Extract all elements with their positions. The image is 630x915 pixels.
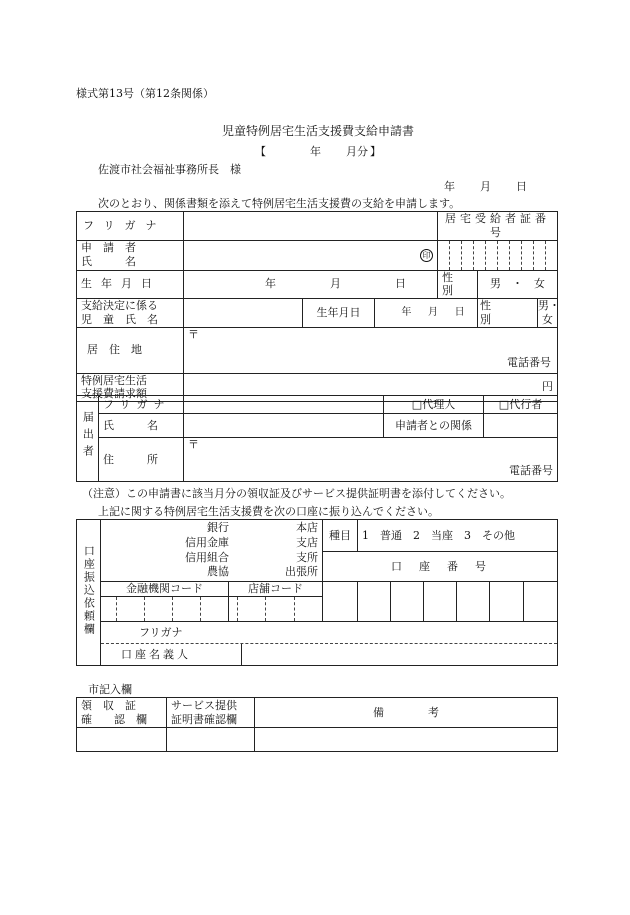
account-digit-1[interactable] xyxy=(323,582,358,622)
account-digit-2[interactable] xyxy=(358,582,391,622)
cert-number-field[interactable] xyxy=(438,240,558,270)
period-close: 】 xyxy=(370,145,381,158)
notifier-name-field[interactable] xyxy=(184,414,384,438)
residence-phone-label: 電話番号 xyxy=(507,355,551,369)
branch-code-field[interactable] xyxy=(229,596,323,621)
notifier-furigana-label: フリガナ xyxy=(99,396,184,414)
cert-number-label: 居宅受給者証番号 xyxy=(438,212,558,241)
branch-code-label: 店舗コード xyxy=(229,582,323,597)
bank-account-table xyxy=(76,519,558,666)
intro-text: 次のとおり、関係書類を添えて特例居宅生活支援費の支給を申請します。 xyxy=(98,197,461,210)
notifier-postal-mark: 〒 xyxy=(188,438,199,451)
bank-name-field[interactable]: 銀行 信用金庫 信用組合 農協 本店 支店 支所 出張所 xyxy=(101,520,323,582)
receipt-check-label: 領 収 証 確 認 欄 xyxy=(77,698,167,728)
remarks-label: 備 考 xyxy=(255,698,558,728)
child-name-label: 支給決定に係る 児 童 氏 名 xyxy=(77,299,184,328)
notifier-side-label: 届出者 xyxy=(77,396,99,482)
relation-field[interactable] xyxy=(484,414,558,438)
furigana-field[interactable] xyxy=(184,212,438,241)
bank-code-field[interactable] xyxy=(101,596,229,621)
account-digit-6[interactable] xyxy=(490,582,524,622)
account-kind-label: 種目 xyxy=(323,520,358,552)
holder-furigana-label: フリガナ xyxy=(139,625,183,639)
notifier-address-label: 住 所 xyxy=(99,438,184,482)
child-sex-label: 性 別 xyxy=(478,299,538,328)
dob-field[interactable]: 年 月 日 xyxy=(184,270,438,299)
sex-label: 性 別 xyxy=(438,270,478,299)
account-digit-3[interactable] xyxy=(391,582,424,622)
date-day: 日 xyxy=(516,180,527,193)
child-sex-field[interactable]: 男・女 xyxy=(538,299,560,326)
page-title: 児童特例居宅生活支援費支給申請書 xyxy=(222,124,415,138)
remarks-field[interactable] xyxy=(255,728,558,752)
city-table xyxy=(76,697,558,752)
account-digit-4[interactable] xyxy=(424,582,457,622)
applicant-table xyxy=(76,211,558,402)
date-year: 年 xyxy=(444,180,455,193)
date-month: 月 xyxy=(480,180,491,193)
notifier-table xyxy=(76,395,558,482)
service-cert-check-label: サービス提供 証明書確認欄 xyxy=(167,698,255,728)
account-kind-options[interactable]: 1 普通 2 当座 3 その他 xyxy=(358,520,558,552)
applicant-name-label: 申 請 者 氏 名 xyxy=(77,240,184,270)
period-month: 月分 xyxy=(346,145,368,158)
applicant-name-field[interactable] xyxy=(184,240,438,270)
child-dob-label: 生年月日 xyxy=(303,299,375,328)
notifier-furigana-field[interactable] xyxy=(184,396,384,414)
period-year: 年 xyxy=(310,145,321,158)
postal-mark: 〒 xyxy=(188,327,199,341)
residence-label: 居 住 地 xyxy=(77,327,184,373)
child-dob-field[interactable]: 年 月 日 xyxy=(375,299,478,328)
bank-code-label: 金融機関コード xyxy=(101,582,229,597)
claim-amount-label: 特例居宅生活 支援費請求額 xyxy=(77,373,184,402)
account-number-label: 口 座 番 号 xyxy=(323,552,558,582)
account-digit-5[interactable] xyxy=(457,582,490,622)
bank-side-label: 口座振込依頼欄 xyxy=(77,520,101,666)
city-section-label: 市記入欄 xyxy=(88,683,132,696)
seal-icon: 印 xyxy=(420,249,433,262)
claim-amount-field[interactable]: 円 xyxy=(184,373,558,402)
period-open: 【 xyxy=(255,145,266,158)
notifier-name-label: 氏 名 xyxy=(99,414,184,438)
receipt-check-field[interactable] xyxy=(77,728,167,752)
bank-intro: 上記に関する特例居宅生活支援費を次の口座に振り込んでください。 xyxy=(98,505,439,518)
relation-label: 申請者との関係 xyxy=(384,414,484,438)
furigana-label: フリガナ xyxy=(77,212,184,241)
service-cert-check-field[interactable] xyxy=(167,728,255,752)
notifier-phone-label: 電話番号 xyxy=(509,464,553,478)
holder-name-label: 口座名義人 xyxy=(101,644,242,665)
child-name-field[interactable] xyxy=(184,299,303,328)
residence-field[interactable] xyxy=(184,327,558,373)
agent-checkbox[interactable]: □代理人 xyxy=(384,396,484,414)
account-holder-field[interactable] xyxy=(101,621,558,665)
sex-field[interactable]: 男 ・ 女 xyxy=(478,270,558,299)
attachment-note: （注意）この申請書に該当月分の領収証及びサービス提供証明書を添付してください。 xyxy=(82,487,511,500)
account-digit-7[interactable] xyxy=(524,582,558,622)
form-number: 様式第13号（第12条関係） xyxy=(76,87,214,100)
addressee: 佐渡市社会福祉事務所長 様 xyxy=(98,163,241,176)
proxy-checkbox[interactable]: □代行者 xyxy=(484,396,558,414)
notifier-address-field[interactable] xyxy=(184,438,558,482)
dob-label: 生年月日 xyxy=(77,270,184,299)
